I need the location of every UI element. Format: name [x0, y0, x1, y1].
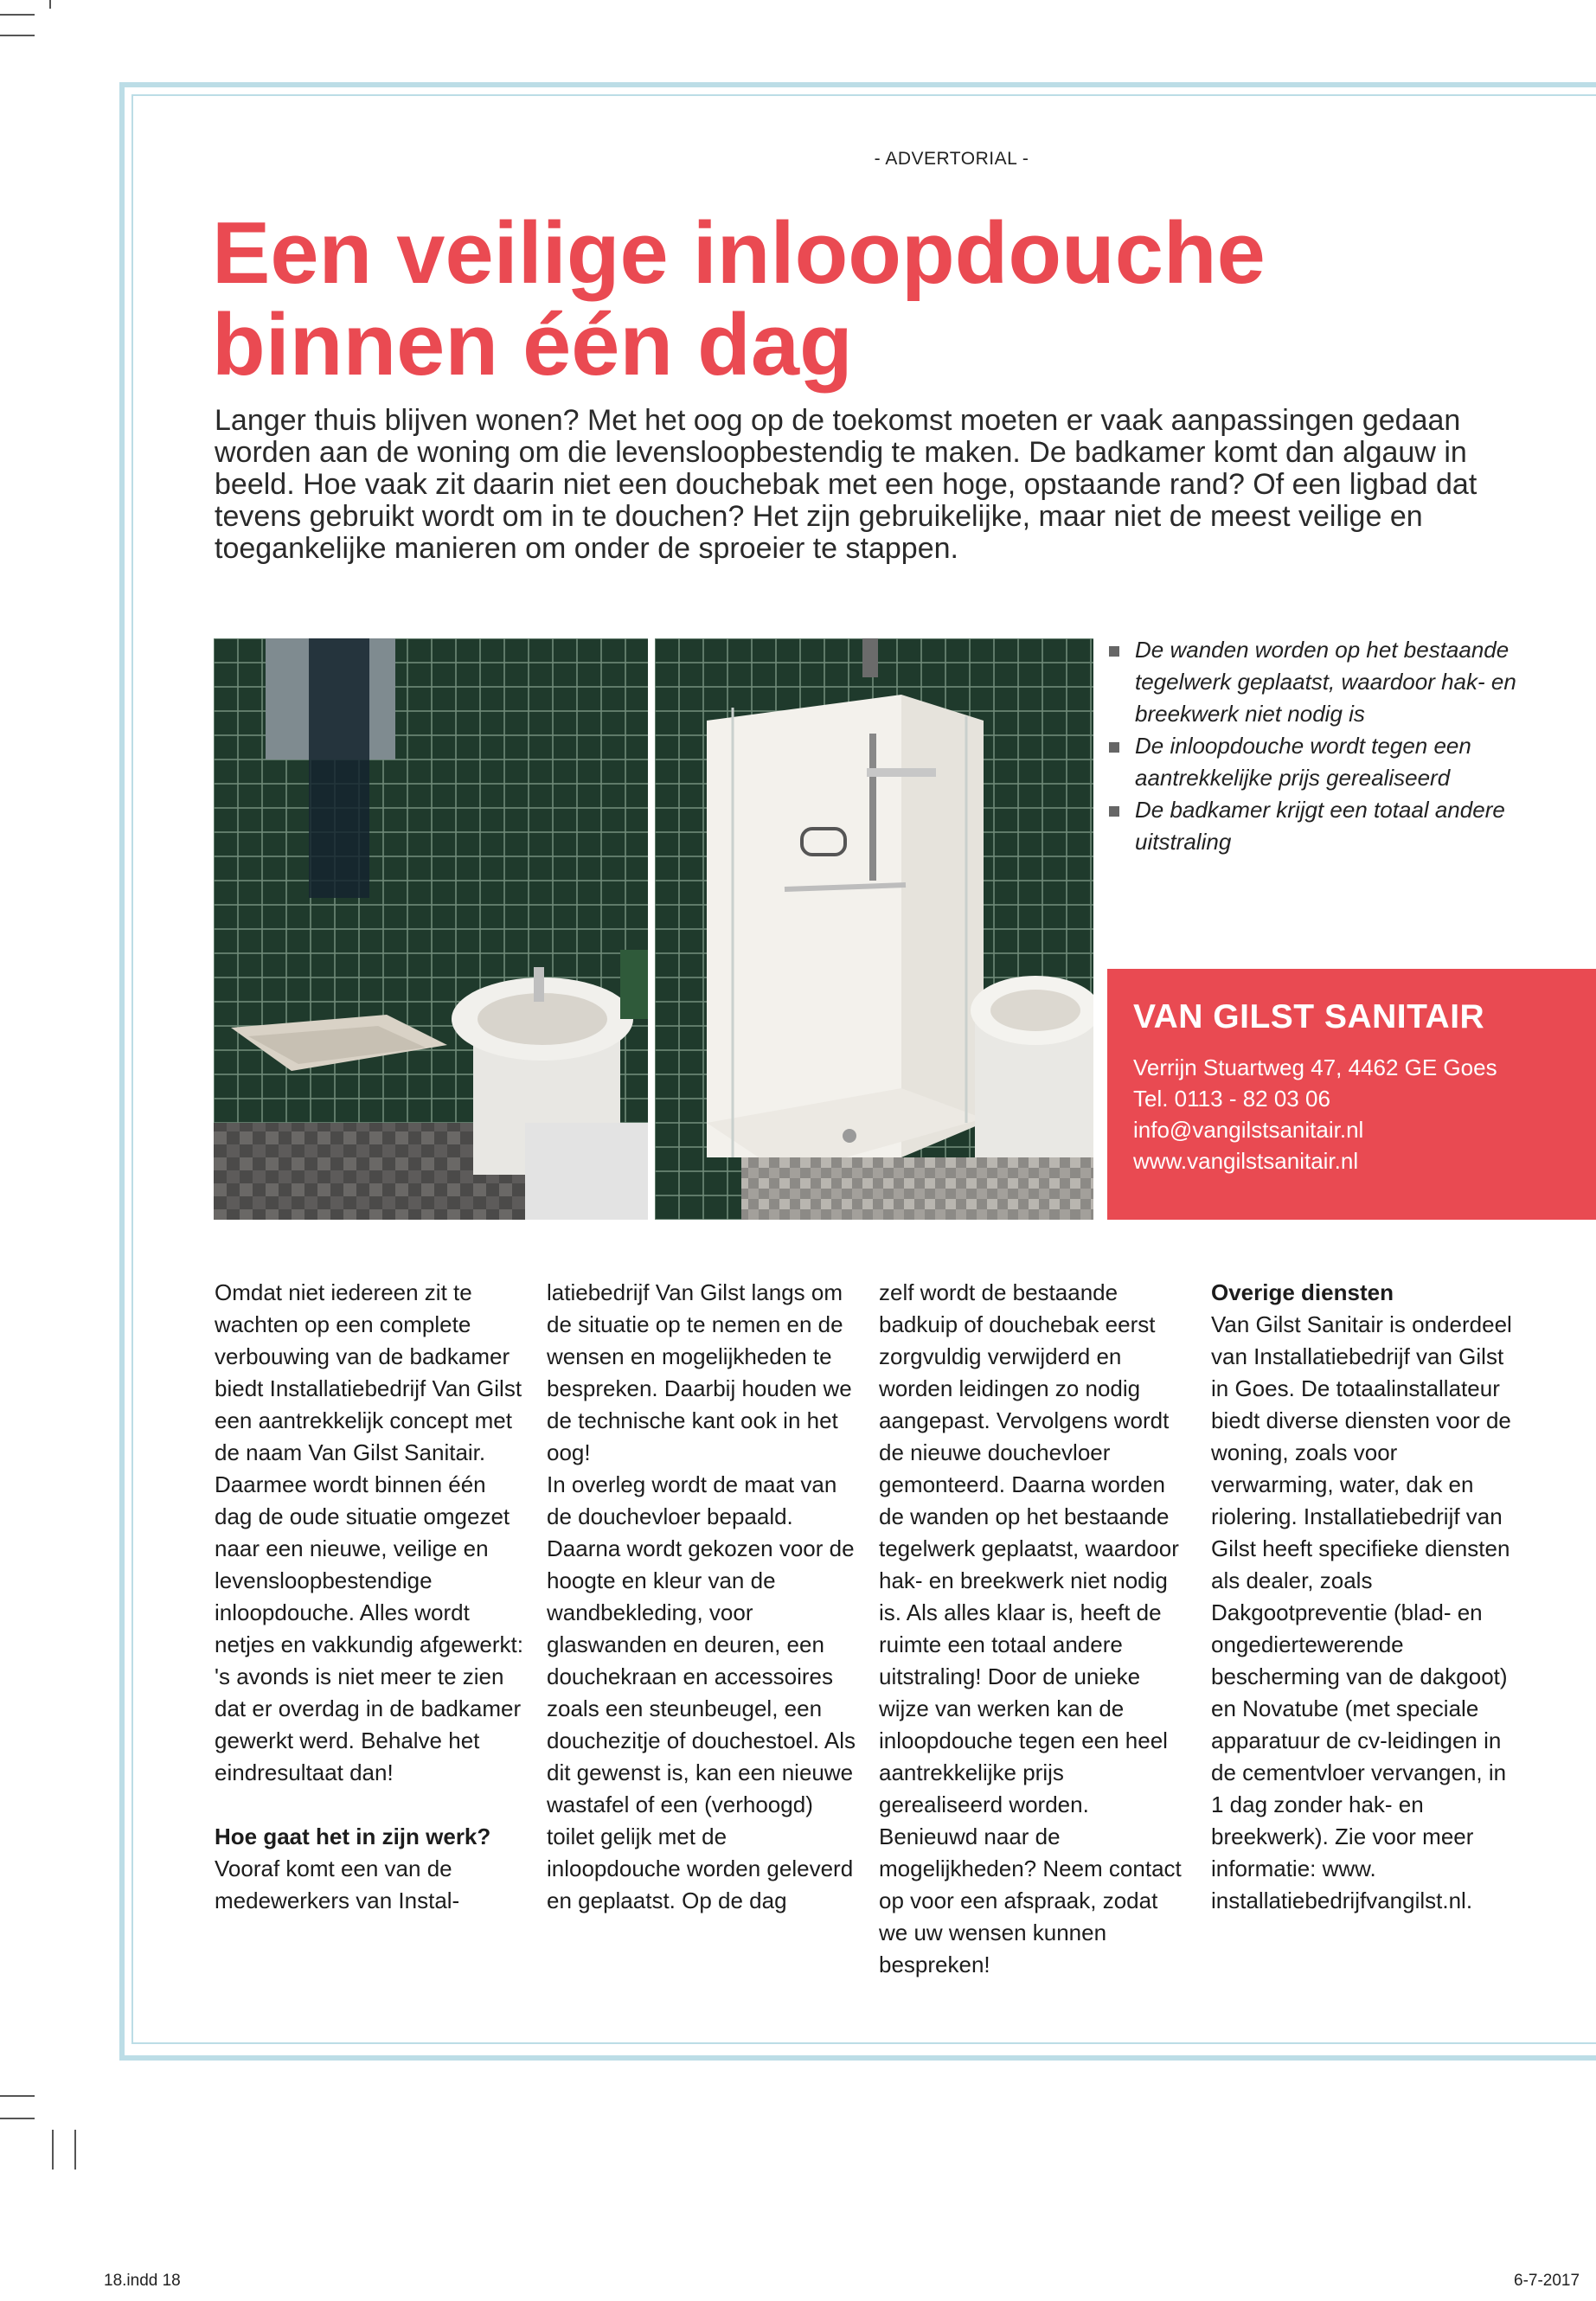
column-paragraph: Vooraf komt een van de medewerkers van Instal-	[215, 1856, 460, 1913]
feature-list	[1107, 634, 1557, 858]
crop-mark	[0, 35, 35, 36]
intro-paragraph: Langer thuis blijven wonen? Met het oog op de toekomst moeten er vaak aanpassingen gedaan worden aan de woning om die levensloopbestendig te maken. De badkamer komt dan algauw in beeld. Hoe vaak zit daarin niet een douchebak met een hoge, opstaande rand? Of een ligbad dat tevens gebruikt wordt om in te douchen? Het zijn gebruikelijke, maar niet de meest veilige en toegankelijke manieren om onder de sproeier te stappen.	[215, 404, 1477, 565]
headline	[212, 205, 1509, 394]
company-email: info@vangilstsanitair.nl	[1133, 1117, 1364, 1143]
body-column-4	[1211, 1277, 1522, 1917]
column-paragraph: zelf wordt de bestaande badkuip of douchebak eerst zorgvuldig verwijderd en worden leidingen zo nodig aangepast. Vervolgens wordt de nieuwe douchevloer gemonteerd. Daarna worden de wanden op het bestaande tegelwerk geplaatst, waardoor hak- en breekwerk niet nodig is. Als alles klaar is, heeft de ruimte een totaal andere uitstraling! Door de unieke wijze van werken kan de inloopdouche tegen een heel aantrekkelijke prijs gerealiseerd worden. Benieuwd naar de mogelijkheden? Neem contact op voor een afspraak, zodat we uw wensen kunnen bespreken!	[879, 1279, 1182, 1977]
list-item: De badkamer krijgt een totaal andere uitstraling	[1107, 794, 1557, 858]
footer-date: 6-7-2017	[1514, 2272, 1580, 2290]
crop-mark	[0, 2118, 35, 2119]
crop-mark	[0, 2095, 35, 2097]
column-paragraph: Omdat niet iedereen zit te wachten op een complete verbouwing van de badkamer biedt Installatiebedrijf Van Gilst een aantrekkelijk concept met de naam Van Gilst Sanitair. Daarmee wordt binnen één dag de oude situatie omgezet naar een nieuwe, veilige en levensloopbestendige inloopdouche. Alles wordt netjes en vakkundig afgewerkt: 's avonds is niet meer te zien dat er overdag in de badkamer gewerkt werd. Behalve het eindresultaat dan!	[215, 1279, 523, 1785]
bullet-square-icon	[1109, 806, 1119, 817]
section-heading: Hoe gaat het in zijn werk?	[215, 1823, 491, 1849]
list-item: De inloopdouche wordt tegen een aantrekkelijke prijs gerealiseerd	[1107, 730, 1557, 794]
footer-file: 18.indd 18	[104, 2272, 181, 2290]
crop-mark	[0, 14, 35, 16]
company-phone: Tel. 0113 - 82 03 06	[1133, 1086, 1330, 1112]
body-column-1	[215, 1277, 526, 1917]
headline-line-1: Een veilige inloopdouche	[212, 205, 1266, 302]
bathroom-before-image	[214, 638, 648, 1220]
headline-line-2: binnen één dag	[212, 297, 853, 394]
company-address: Verrijn Stuartweg 47, 4462 GE Goes	[1133, 1054, 1497, 1080]
crop-mark	[74, 2130, 76, 2170]
company-website: www.vangilstsanitair.nl	[1133, 1148, 1359, 1174]
body-column-2	[547, 1277, 858, 1917]
section-heading: Overige diensten	[1211, 1279, 1394, 1305]
photo-after	[655, 638, 1093, 1220]
bullet-square-icon	[1109, 646, 1119, 657]
contact-box	[1107, 969, 1596, 1220]
bullet-square-icon	[1109, 742, 1119, 753]
crop-mark	[52, 2130, 54, 2170]
column-paragraph: In overleg wordt de maat van de douchevloer bepaald. Daarna wordt gekozen voor de hoogte en kleur van de wandbekleding, voor glaswanden en deuren, een douchekraan en accessoires zoals een steunbeugel, een douchezitje of douchestoel. Als dit gewenst is, kan een nieuwe wastafel of een (verhoogd) toilet gelijk met de inloopdouche worden geleverd en geplaatst. Op de dag	[547, 1471, 856, 1913]
column-paragraph: latiebedrijf Van Gilst langs om de situatie op te nemen en de wensen en mogelijkheden te bespreken. Daarbij houden we de technische kant ook in het oog!	[547, 1279, 852, 1465]
bathroom-after-image	[655, 638, 1093, 1220]
photo-before	[214, 638, 648, 1220]
list-item: De wanden worden op het bestaande tegelwerk geplaatst, waardoor hak- en breekwerk niet nodig is	[1107, 634, 1557, 730]
crop-mark	[49, 0, 51, 9]
company-name: VAN GILST SANITAIR	[1133, 998, 1485, 1035]
advertorial-label: - ADVERTORIAL -	[874, 149, 1029, 169]
body-column-3	[879, 1277, 1190, 1981]
column-paragraph: Van Gilst Sanitair is onderdeel van Installatiebedrijf van Gilst in Goes. De totaalinstallateur biedt diverse diensten voor de woning, zoals voor verwarming, water, dak en riolering. Installatiebedrijf van Gilst heeft specifieke diensten als dealer, zoals Dakgootpreventie (blad- en ongediertewerende bescherming van de dakgoot) en Novatube (met speciale apparatuur de cv-leidingen in de cementvloer vervangen, in 1 dag zonder hak- en breekwerk). Zie voor meer informatie: www. installatiebedrijfvangilst.nl.	[1211, 1311, 1512, 1913]
